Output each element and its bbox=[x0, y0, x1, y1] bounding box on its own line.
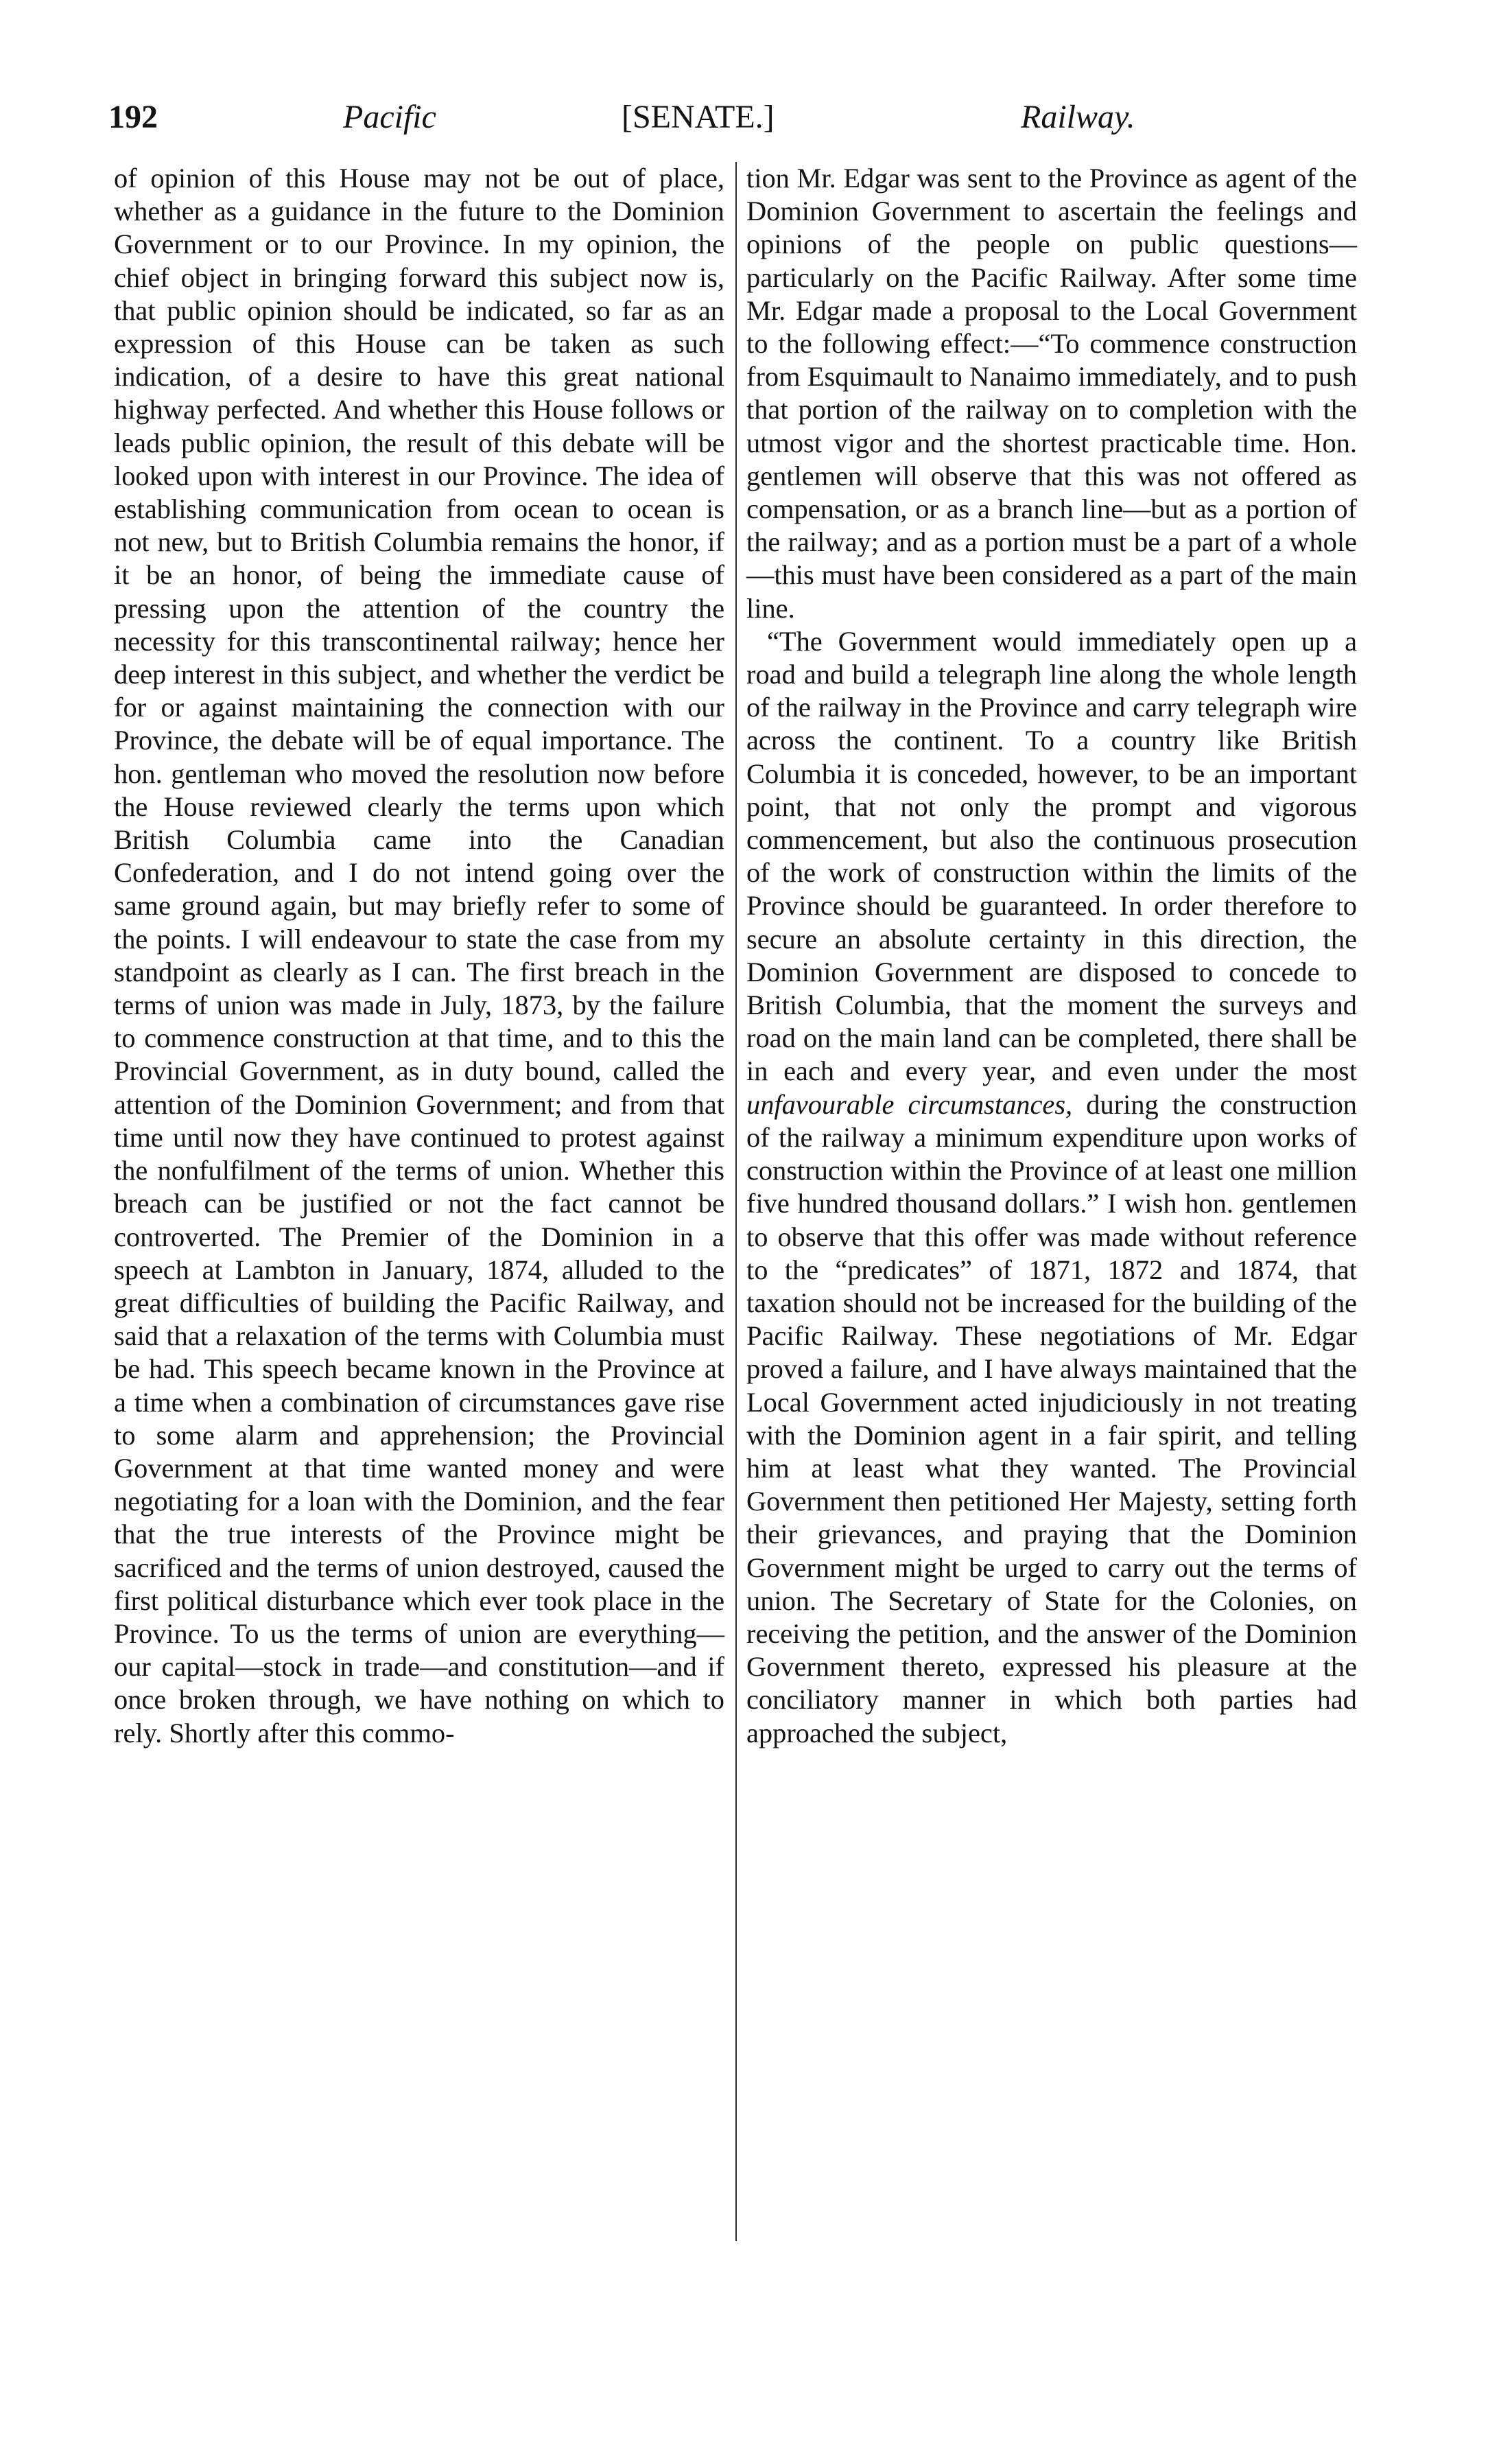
header-left-title: Pacific bbox=[343, 99, 436, 135]
left-column-paragraph: of opinion of this House may not be out of place, whether as a guidance in the future to the Dominion Government or to our Province. In my opinion, the chief object in bringing forward this subject now is, that public opinion should be indicated, so far as an expression of this House can be taken as such indication, of a desire to have this great national highway perfected. And whether this House follows or leads public opinion, the result of this debate will be looked upon with interest in our Province. The idea of establishing communication from ocean to ocean is not new, but to British Columbia remains the honor, if it be an honor, of being the immediate cause of pressing upon the attention of the country the necessity for this transcontinental railway; hence her deep interest in this subject, and whether the verdict be for or against maintaining the connection with our Province, the debate will be of equal importance. The hon. gentleman who moved the resolution now before the House reviewed clearly the terms upon which British Columbia came into the Canadian Confederation, and I do not intend going over the same ground again, but may briefly refer to some of the points. I will endeavour to state the case from my standpoint as clearly as I can. The first breach in the terms of union was made in July, 1873, by the failure to commence construction at that time, and to this the Provincial Government, as in duty bound, called the attention of the Dominion Government; and from that time until now they have continued to protest against the nonfulfilment of the terms of union. Whether this breach can be justified or not the fact cannot be controverted. The Premier of the Dominion in a speech at Lambton in January, 1874, alluded to the great difficulties of building the Pacific Railway, and said that a relaxation of the terms with Columbia must be had. This speech became known in the Province at a time when a combination of circumstances gave rise to some alarm and apprehension; the Provincial Government at that time wanted money and were negotiating for a loan with the Dominion, and the fear that the true interests of the Province might be sacrificed and the terms of union destroyed, caused the first political disturbance which ever took place in the Province. To us the terms of union are everything—our capital—stock in trade—and constitution—and if once broken through, we have nothing on which to rely. Shortly after this commo- bbox=[114, 163, 724, 1748]
right-column-paragraph-2 bbox=[746, 625, 1357, 1750]
left-column bbox=[114, 162, 724, 1750]
quote-text-end: during the construction of the railway a minimum expenditure upon works of construction within the Province of at least one million five hundred thousand dollars.” I wish hon. gentlemen to observe that this offer was made without reference to the “predicates” of 1871, 1872 and 1874, that taxation should not be increased for the building of the Pacific Railway. These negotiations of Mr. Edgar proved a failure, and I have always maintained that the Local Government acted injudiciously in not treating with the Dominion agent in a fair spirit, and telling him at least what they wanted. The Provincial Government then petitioned Her Majesty, setting forth their grievances, and praying that the Dominion Government might be urged to carry out the terms of union. The Secretary of State for the Colonies, on receiving the petition, and the answer of the Dominion Government thereto, expressed his pleasure at the conciliatory manner in which both parties had approached the subject, bbox=[746, 1088, 1357, 1748]
running-header bbox=[108, 93, 1179, 141]
right-column bbox=[746, 162, 1357, 1750]
right-column-paragraph-1: tion Mr. Edgar was sent to the Province as agent of the Dominion Government to ascertain the feelings and opinions of the people on public questions—particularly on the Pacific Railway. After some time Mr. Edgar made a proposal to the Local Government to the following effect:—“To commence construction from Esquimault to Nanaimo immediately, and to push that portion of the railway on to completion with the utmost vigor and the shortest practicable time. Hon. gentlemen will observe that this was not offered as compensation, or as a branch line—but as a portion of the railway; and as a portion must be a part of a whole—this must have been considered as a part of the main line. bbox=[746, 163, 1357, 624]
page-number: 192 bbox=[108, 99, 158, 135]
column-divider bbox=[735, 162, 737, 2241]
header-right-title: Railway. bbox=[1021, 99, 1135, 135]
italic-phrase: unfavourable circumstances, bbox=[746, 1088, 1073, 1120]
header-center-title: [SENATE.] bbox=[622, 99, 775, 135]
quote-text-start: “The Government would immediately open up a road and build a telegraph line along the whole length of the railway in the Province and carry telegraph wire across the continent. To a country like British Columbia it is conceded, however, to be an important point, that not only the prompt and vigorous commencement, but also the continuous prosecution of the work of construction within the limits of the Province should be guaranteed. In order therefore to secure an absolute certainty in this direction, the Dominion Government are disposed to concede to British Columbia, that the moment the surveys and road on the main land can be completed, there shall be in each and every year, and even under the most bbox=[746, 625, 1357, 1087]
